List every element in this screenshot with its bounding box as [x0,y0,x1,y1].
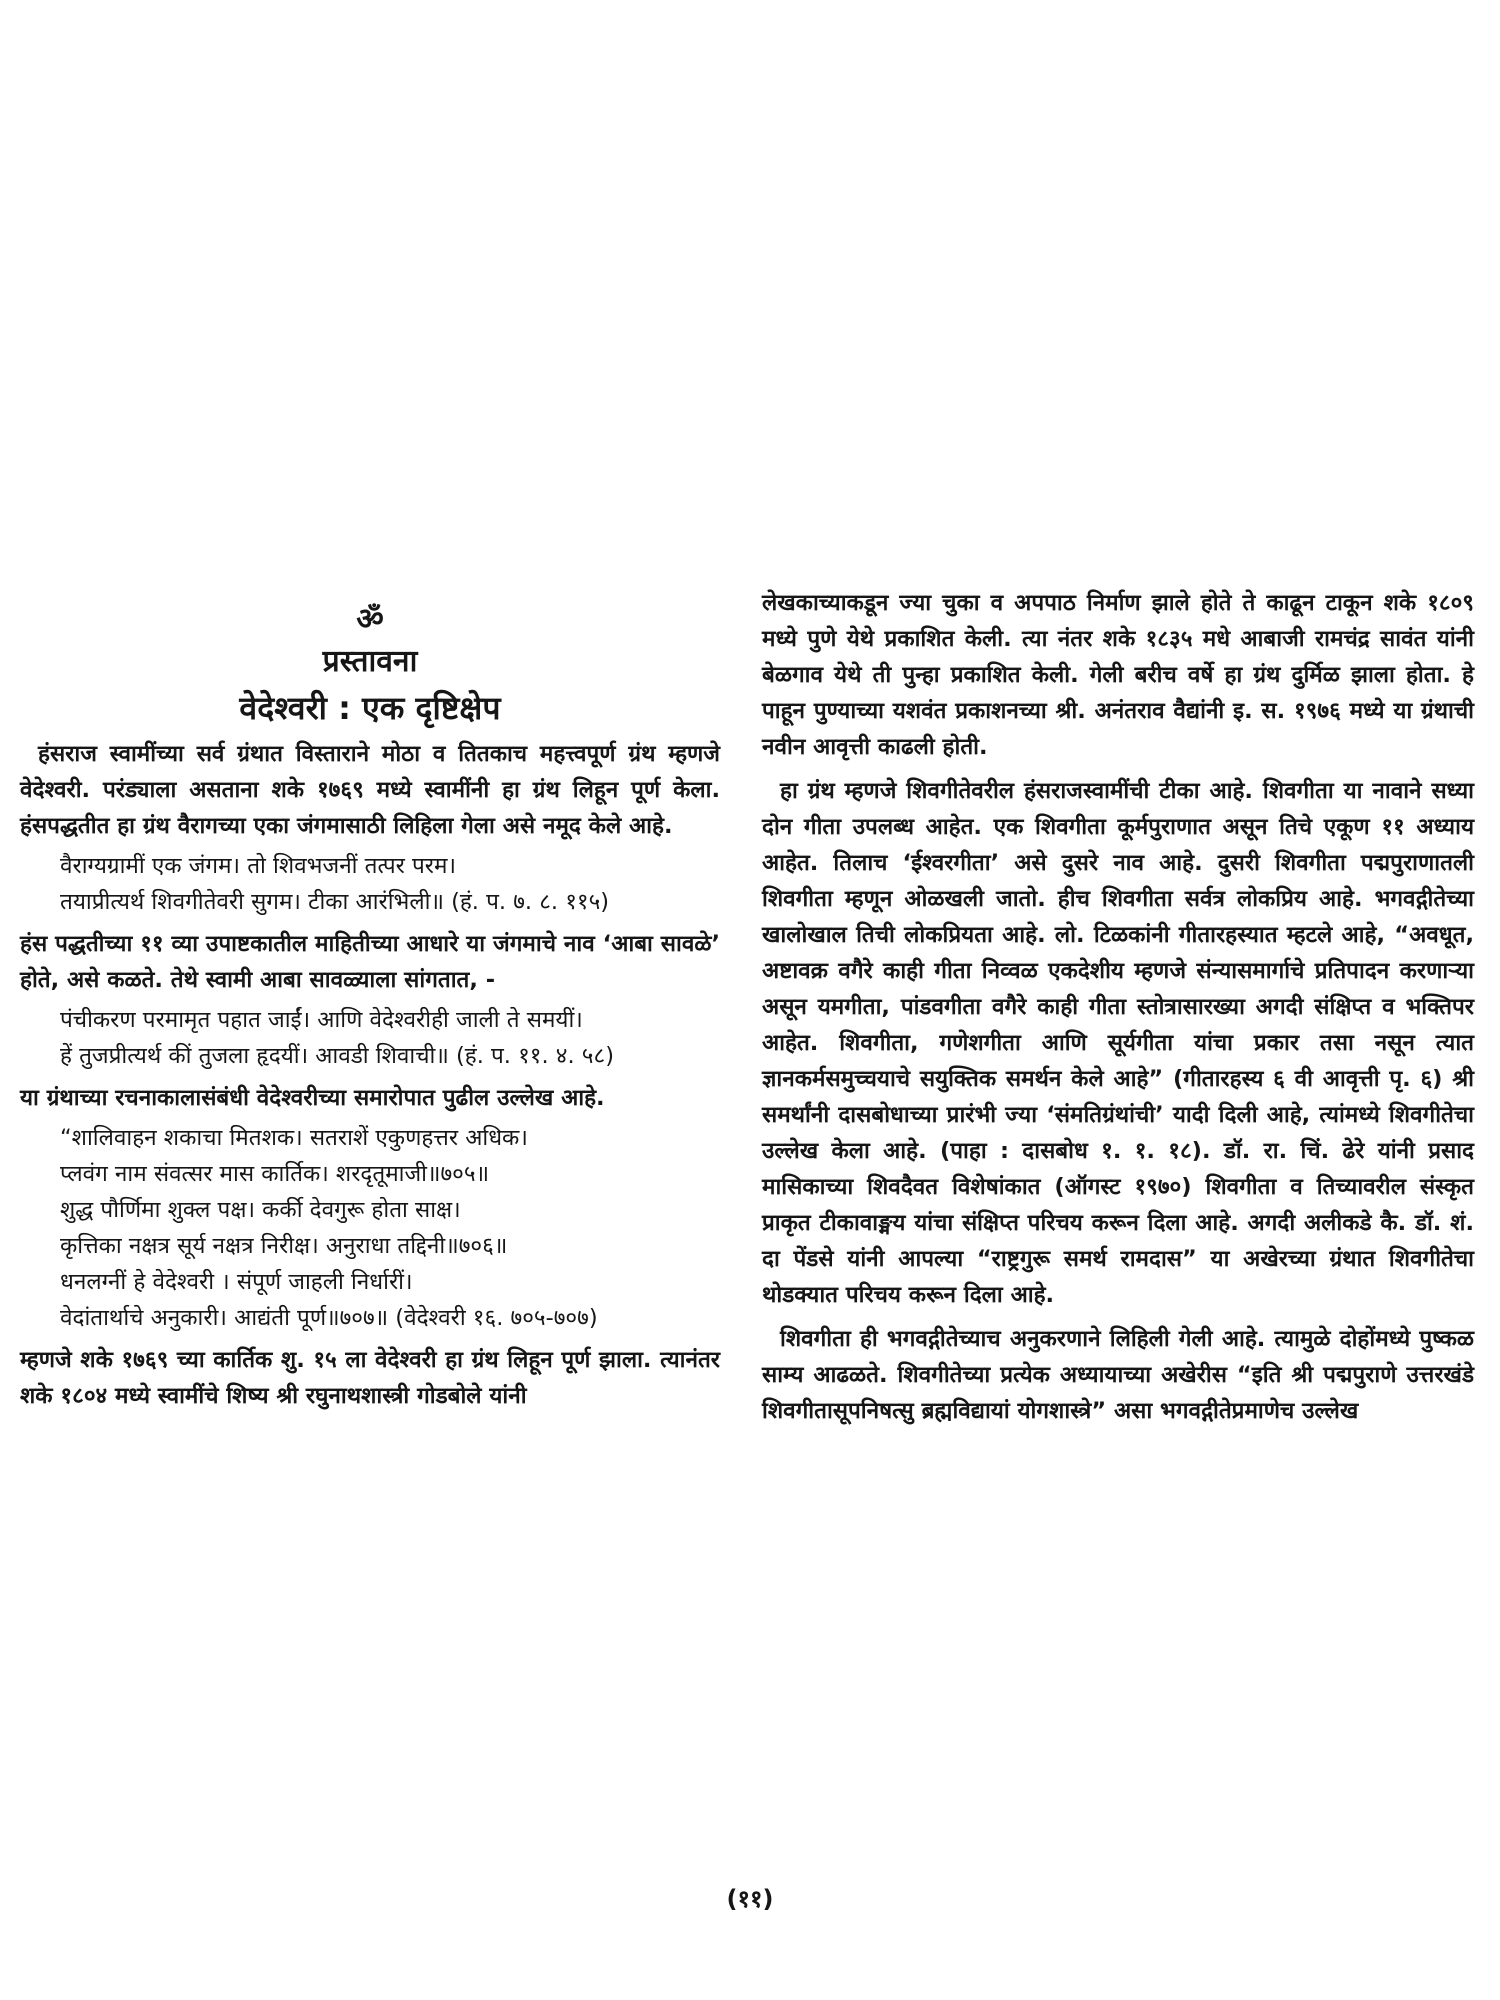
left-page [20,600,720,1414]
verse-line: कृत्तिका नक्षत्र सूर्य नक्षत्र निरीक्ष। अनुराधा तद्दिनी॥७०६॥ [60,1233,508,1259]
verse-block-1 [20,848,720,920]
right-page [762,585,1474,1429]
left-paragraph-2: हंस पद्धतीच्या ११ व्या उपाष्टकातील माहितीच्या आधारे या जंगमाचे नाव ‘आबा सावळे’ होते, असे कळते. तेथे स्वामी आबा सावळ्याला सांगतात, - [20,931,720,993]
verse-block-2 [20,1002,720,1074]
left-paragraph-4: म्हणजे शके १७६९ च्या कार्तिक शु. १५ ला वेदेश्वरी हा ग्रंथ लिहून पूर्ण झाला. त्यानंतर शके १८०४ मध्ये स्वामींचे शिष्य श्री रघुनाथशास्त्री गोडबोले यांनी [20,1347,720,1409]
verse-line: धनलग्नीं हे वेदेश्वरी । संपूर्ण जाहली निर्धारीं। [60,1269,413,1295]
verse-line: वेदांतार्थाचे अनुकारी। आद्यंती पूर्ण॥७०७॥ (वेदेश्वरी १६. ७०५-७०७) [60,1305,598,1331]
right-paragraph-2: हा ग्रंथ म्हणजे शिवगीतेवरील हंसराजस्वामींची टीका आहे. शिवगीता या नावाने सध्या दोन गीता उपलब्ध आहेत. एक शिवगीता कूर्मपुराणात असून तिचे एकूण ११ अध्याय आहेत. तिलाच ‘ईश्वरगीता’ असे दुसरे नाव आहे. दुसरी शिवगीता पद्मपुराणातली शिवगीता म्हणून ओळखली जातो. हीच शिवगीता सर्वत्र लोकप्रिय आहे. भगवद्गीतेच्या खालोखाल तिची लोकप्रियता आहे. लो. टिळकांनी गीतारहस्यात म्हटले आहे, “अवधूत, अष्टावक्र वगैरे काही गीता निव्वळ एकदेशीय म्हणजे संन्यासमार्गाचे प्रतिपादन करणाऱ्या असून यमगीता, पांडवगीता वगैरे काही गीता स्तोत्रासारख्या अगदी संक्षिप्त व भक्तिपर आहेत. शिवगीता, गणेशगीता आणि सूर्यगीता यांचा प्रकार तसा नसून त्यात ज्ञानकर्मसमुच्चयाचे सयुक्तिक समर्थन केले आहे” (गीतारहस्य ६ वी आवृत्ती पृ. ६) श्री समर्थांनी दासबोधाच्या प्रारंभी ज्या ‘संमतिग्रंथांची’ यादी दिली आहे, त्यांमध्ये शिवगीतेचा उल्लेख केला आहे. (पाहा : दासबोध १. १. १८). डॉ. रा. चिं. ढेरे यांनी प्रसाद मासिकाच्या शिवदैवत विशेषांकात (ऑगस्ट १९७०) शिवगीता व तिच्यावरील संस्कृत प्राकृत टीकावाङ्मय यांचा संक्षिप्त परिचय करून दिला आहे. अगदी अलीकडे कै. डॉ. शं. दा पेंडसे यांनी आपल्या “राष्ट्रगुरू समर्थ रामदास” या अखेरच्या ग्रंथात शिवगीतेचा थोडक्यात परिचय करून दिला आहे. [762,778,1474,1308]
page-number: (११) [726,1885,774,1913]
verse-line: शुद्ध पौर्णिमा शुक्ल पक्ष। कर्की देवगुरू होता साक्ष। [60,1197,461,1223]
left-paragraph-1: हंसराज स्वामींच्या सर्व ग्रंथात विस्ताराने मोठा व तितकाच महत्त्वपूर्ण ग्रंथ म्हणजे वेदेश्वरी. परंड्याला असताना शके १७६९ मध्ये स्वामींनी हा ग्रंथ लिहून पूर्ण केला. हंसपद्धतीत हा ग्रंथ वैरागच्या एका जंगमासाठी लिहिला गेला असे नमूद केले आहे. [20,741,720,839]
om-symbol: ॐ [356,602,384,637]
verse-line: प्लवंग नाम संवत्सर मास कार्तिक। शरदृतूमाजी॥७०५॥ [60,1161,490,1187]
left-paragraph-3: या ग्रंथाच्या रचनाकालासंबंधी वेदेश्वरीच्या समारोपात पुढील उल्लेख आहे. [20,1085,605,1111]
verse-line: पंचीकरण परमामृत पहात जाईं। आणि वेदेश्वरीही जाली ते समयीं। [60,1007,583,1033]
page-subtitle: वेदेश्वरी : एक दृष्टिक्षेप [239,689,501,727]
right-paragraph-1: लेखकाच्याकडून ज्या चुका व अपपाठ निर्माण झाले होते ते काढून टाकून शके १८०९ मध्ये पुणे येथे प्रकाशित केली. त्या नंतर शके १८३५ मधे आबाजी रामचंद्र सावंत यांनी बेळगाव येथे ती पुन्हा प्रकाशित केली. गेली बरीच वर्षे हा ग्रंथ दुर्मिळ झाला होता. हे पाहून पुण्याच्या यशवंत प्रकाशनच्या श्री. अनंतराव वैद्यांनी इ. स. १९७६ मध्ये या ग्रंथाची नवीन आवृत्ती काढली होती. [762,590,1474,760]
right-paragraph-3: शिवगीता ही भगवद्गीतेच्याच अनुकरणाने लिहिली गेली आहे. त्यामुळे दोहोंमध्ये पुष्कळ साम्य आढळते. शिवगीतेच्या प्रत्येक अध्यायाच्या अखेरीस “इति श्री पद्मपुराणे उत्तरखंडे शिवगीतासूपनिषत्सु ब्रह्मविद्यायां योगशास्त्रे” असा भगवद्गीतेप्रमाणेच उल्लेख [762,1326,1474,1424]
page-title: प्रस्तावना [322,644,418,679]
verse-line: “शालिवाहन शकाचा मितशक। सतराशें एकुणहत्तर अधिक। [60,1125,528,1151]
verse-block-3 [20,1120,720,1336]
verse-line: हें तुजप्रीत्यर्थ कीं तुजला हृदयीं। आवडी शिवाची॥ (हं. प. ११. ४. ५८) [60,1043,614,1069]
verse-line: वैराग्यग्रामीं एक जंगम। तो शिवभजनीं तत्पर परम। [60,853,456,879]
verse-line: तयाप्रीत्यर्थ शिवगीतेवरी सुगम। टीका आरंभिली॥ (हं. प. ७. ८. ११५) [60,889,610,915]
